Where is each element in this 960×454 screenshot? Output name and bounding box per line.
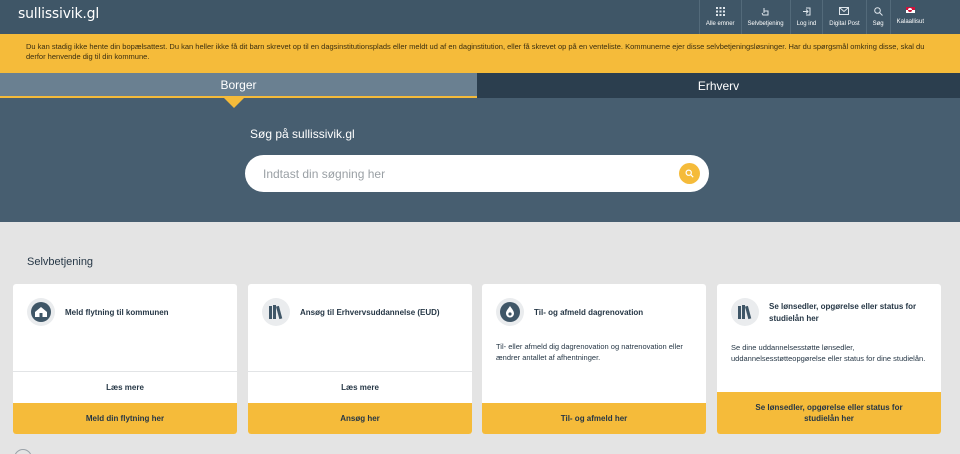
- service-card: [13, 284, 237, 434]
- service-card: [248, 284, 472, 434]
- nav-all-topics[interactable]: [699, 0, 741, 34]
- nav-login[interactable]: [790, 0, 823, 34]
- card-title: Ansøg til Erhvervsuddannelse (EUD): [300, 308, 440, 317]
- search-hero: [0, 98, 960, 222]
- active-tab-indicator: [224, 98, 244, 108]
- nav-digital-post[interactable]: [822, 0, 865, 34]
- read-more-link[interactable]: Læs mere: [248, 371, 472, 402]
- nav-selfservice[interactable]: [741, 0, 790, 34]
- books-icon: [262, 298, 290, 326]
- card-action-button[interactable]: Til- og afmeld her: [482, 403, 706, 434]
- nav-language[interactable]: [890, 0, 930, 34]
- search-box: [245, 155, 709, 192]
- house-icon: [27, 298, 55, 326]
- grid-icon: [716, 7, 725, 17]
- card-title: Se lønsedler, opgørelse eller status for studielån her: [769, 302, 917, 323]
- search-title: Søg på sullissivik.gl: [250, 127, 355, 141]
- card-description: Se dine uddannelsesstøtte lønsedler, uddannelsesstøtteopgørelse eller status for dine studielån.: [731, 343, 926, 363]
- search-button[interactable]: [679, 163, 700, 184]
- mail-icon: [839, 7, 849, 17]
- card-action-button[interactable]: Meld din flytning her: [13, 403, 237, 434]
- water-drop-icon: [496, 298, 524, 326]
- card-title: Til- og afmeld dagrenovation: [534, 308, 644, 317]
- nav-label: Kalaallisut: [896, 19, 924, 25]
- search-icon: [685, 165, 694, 183]
- nav-search[interactable]: [866, 0, 890, 34]
- search-input[interactable]: [263, 155, 673, 192]
- greenland-flag-icon: [906, 7, 915, 13]
- hand-pointer-icon: [761, 7, 770, 17]
- notice-banner: Du kan stadig ikke hente din bopælsattest. Du kan heller ikke få dit barn skrevet op til en dagsinstitutionsplads eller meldt ud af en daginstitution, eller få skrevet op på en venteliste. Kommunerne ejer disse selvbetjeningsløsninger. Har du spørgsmål omkring disse, skal du derfor henvende dig til din kommune.: [0, 34, 960, 73]
- section-title: Selvbetjening: [27, 256, 94, 268]
- card-title: Meld flytning til kommunen: [65, 308, 169, 317]
- card-action-button[interactable]: Ansøg her: [248, 403, 472, 434]
- service-card: [482, 284, 706, 434]
- partial-icon: [14, 449, 32, 454]
- nav-label: Søg: [872, 21, 884, 27]
- card-action-button[interactable]: Se lønsedler, opgørelse eller status for studielån her: [717, 392, 941, 434]
- nav-label: Log ind: [796, 21, 817, 27]
- read-more-link[interactable]: Læs mere: [13, 371, 237, 402]
- nav-label: Selvbetjening: [747, 21, 784, 27]
- service-card: [717, 284, 941, 434]
- card-description: Til- eller afmeld dig dagrenovation og natrenovation eller ændrer antallet af afhentninger.: [496, 342, 683, 362]
- books-icon: [731, 298, 759, 326]
- login-icon: [802, 7, 811, 17]
- audience-tabs: [0, 73, 960, 98]
- nav-label: Alle emner: [705, 21, 735, 27]
- search-icon: [874, 7, 883, 17]
- tab-borger[interactable]: Borger: [0, 73, 477, 98]
- tab-erhverv[interactable]: Erhverv: [477, 73, 960, 98]
- nav-label: Digital Post: [829, 21, 860, 27]
- top-bar: [0, 0, 960, 34]
- site-logo[interactable]: sullissivik.gl: [18, 6, 100, 22]
- top-nav: [699, 0, 930, 34]
